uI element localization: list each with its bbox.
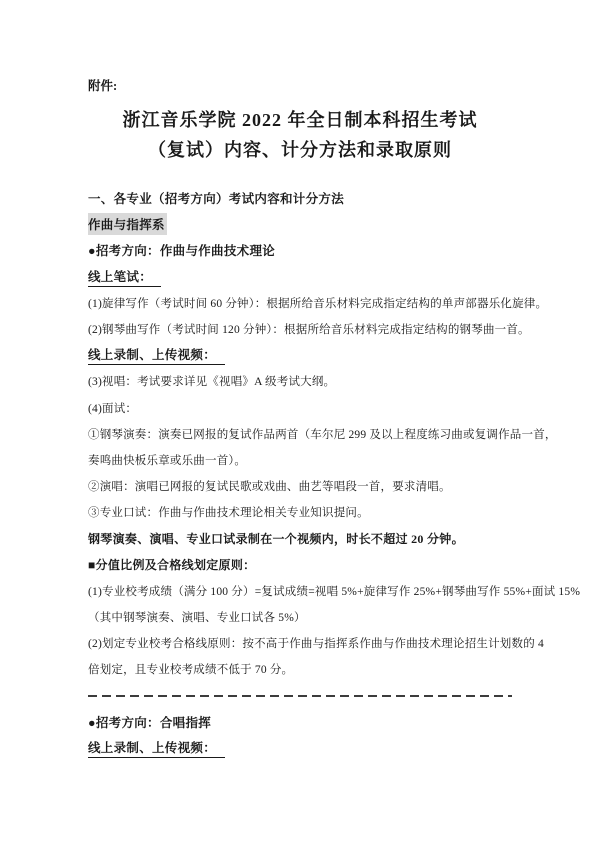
document-title <box>88 105 512 165</box>
document-body <box>88 185 581 761</box>
online-video-label <box>88 342 512 368</box>
score-rule-2b <box>88 656 512 682</box>
department-name-text: 作曲与指挥系 <box>88 213 167 235</box>
video-item-4 <box>88 395 512 421</box>
score-rules-heading <box>88 552 512 578</box>
video-item-3-text: (3)视唱：考试要求详见《视唱》A 级考试大纲。 <box>88 376 336 389</box>
written-item-1-text: (1)旋律写作（考试时间 60 分钟）：根据所给音乐材料完成指定结构的单声部器乐化旋律。 <box>88 297 548 310</box>
written-item-2-text: (2)钢琴曲写作（考试时间 120 分钟）：根据所给音乐材料完成指定结构的钢琴曲一首。 <box>88 324 530 337</box>
interview-sub-2-text: ②演唱：演唱已网报的复试民歌或戏曲、曲艺等唱段一首，要求清唱。 <box>88 481 451 494</box>
score-rule-1a-text: (1)专业校考成绩（满分 100 分）=复试成绩=视唱 5%+旋律写作 25%+钢琴曲写作 55%+面试 15% <box>88 585 581 598</box>
direction-2-heading-text: ●招考方向：合唱指挥 <box>88 715 212 730</box>
score-rule-2b-text: 倍划定，且专业校考成绩不低于 70 分。 <box>88 664 294 677</box>
score-rule-1b <box>88 604 512 630</box>
dashed-divider-rule <box>88 695 512 697</box>
section-heading <box>88 185 512 211</box>
title-line-2: （复试）内容、计分方法和录取原则 <box>148 140 452 160</box>
online-video-label-2 <box>88 735 512 761</box>
score-rule-1b-text: （其中钢琴演奏、演唱、专业口试各 5%） <box>88 612 306 625</box>
video-item-3 <box>88 368 512 394</box>
score-rule-2a <box>88 630 544 656</box>
score-rules-heading-text: ■分值比例及合格线划定原则： <box>88 558 256 573</box>
interview-sub-1b <box>88 447 512 473</box>
online-written-label-text: 线上笔试： <box>88 267 161 287</box>
video-item-4-text: (4)面试： <box>88 402 138 415</box>
direction-1-heading <box>88 237 512 263</box>
direction-2-heading <box>88 709 512 735</box>
direction-1-heading-text: ●招考方向：作曲与作曲技术理论 <box>88 244 276 259</box>
online-video-label-text: 线上录制、上传视频： <box>88 345 225 365</box>
title-line-1: 浙江音乐学院 2022 年全日制本科招生考试 <box>122 110 478 130</box>
score-rule-1a <box>88 578 581 604</box>
section-heading-text: 一、各专业（招考方向）考试内容和计分方法 <box>88 192 345 207</box>
written-item-1 <box>88 290 548 316</box>
attachment-label: 附件: <box>88 79 118 93</box>
section-divider <box>88 683 512 709</box>
interview-sub-1a <box>88 421 557 447</box>
interview-sub-3 <box>88 499 512 525</box>
video-duration-note-text: 钢琴演奏、演唱、专业口试录制在一个视频内，时长不超过 20 分钟。 <box>88 532 464 547</box>
score-rule-2a-text: (2)划定专业校考合格线原则：按不高于作曲与指挥系作曲与作曲技术理论招生计划数的 4 <box>88 638 544 651</box>
online-written-label <box>88 264 512 290</box>
video-duration-note <box>88 525 512 551</box>
interview-sub-1a-text: ①钢琴演奏：演奏已网报的复试作品两首（车尔尼 299 及以上程度练习曲或复调作品一首， <box>88 428 557 441</box>
online-video-label-2-text: 线上录制、上传视频： <box>88 738 225 758</box>
interview-sub-2 <box>88 473 512 499</box>
department-name <box>88 211 512 237</box>
interview-sub-1b-text: 奏鸣曲快板乐章或乐曲一首）。 <box>88 454 247 467</box>
interview-sub-3-text: ③专业口试：作曲与作曲技术理论相关专业知识提问。 <box>88 507 369 520</box>
written-item-2 <box>88 316 530 342</box>
